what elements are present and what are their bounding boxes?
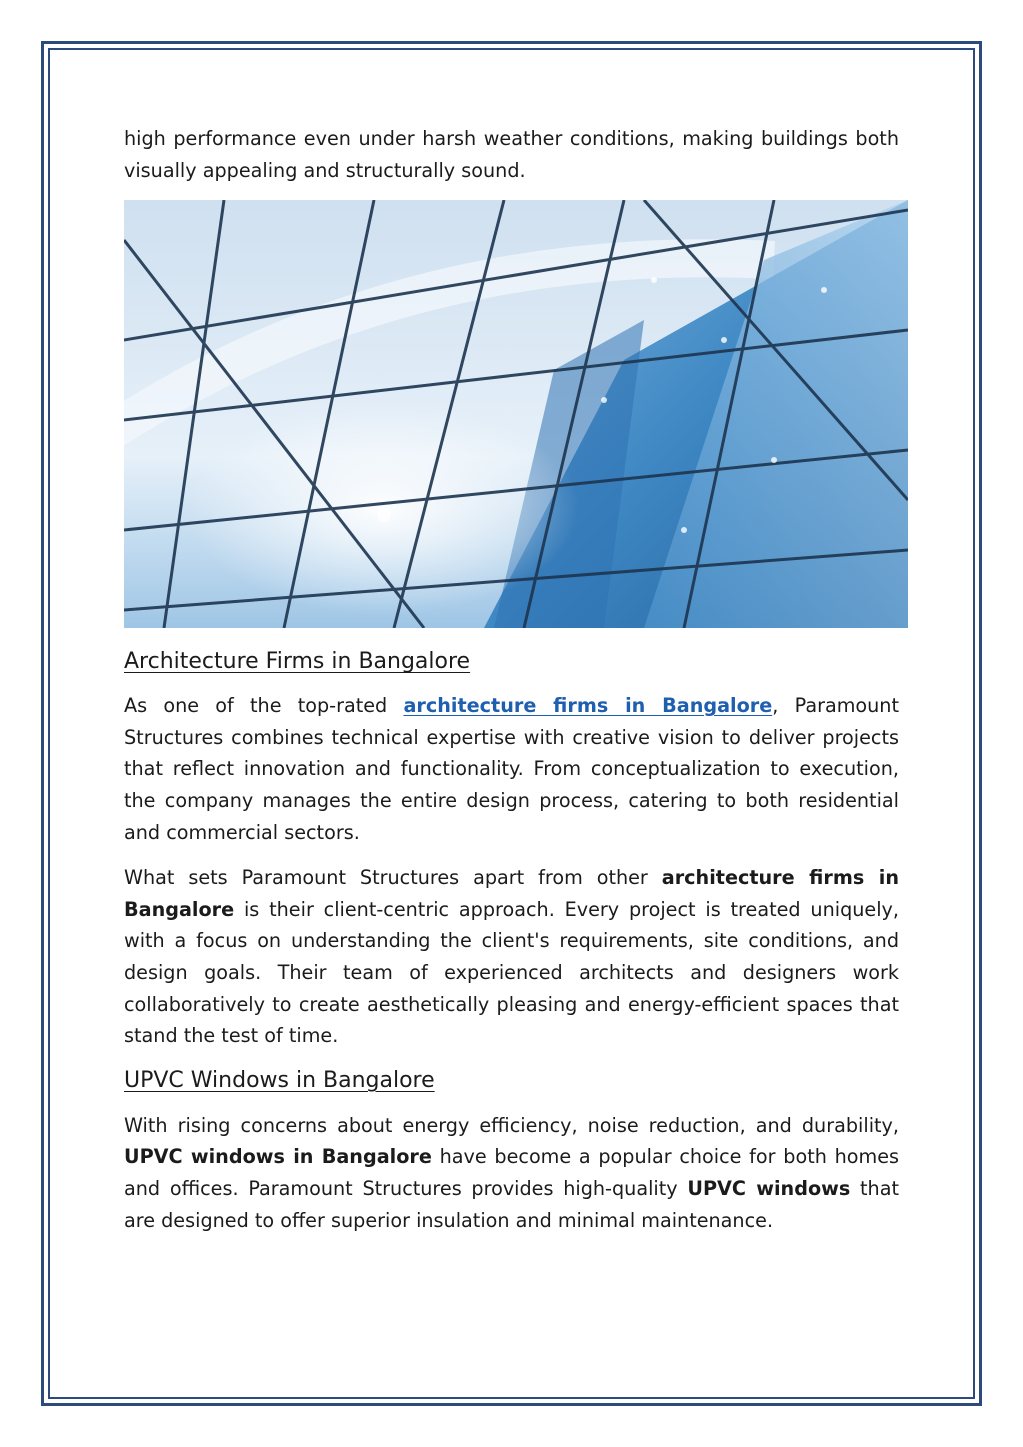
bold-keyword: UPVC windows in Bangalore [124, 1145, 432, 1169]
architecture-paragraph-1 [124, 690, 899, 848]
upvc-heading: UPVC Windows in Bangalore [124, 1067, 435, 1093]
bold-keyword: UPVC windows [687, 1176, 851, 1200]
text-span: As one of the top-rated [124, 694, 404, 718]
text-span: , Paramount Structures combines technical expertise with creative vision to deliver projects that reflect innovation and functionality. From conceptualization to execution, the company manages the entire design process, catering to both residential and commercial sectors. [124, 694, 899, 844]
architecture-heading: Architecture Firms in Bangalore [124, 649, 471, 675]
architecture-paragraph-2 [124, 862, 899, 1052]
text-span: With rising concerns about energy efficiency, noise reduction, and durability, [124, 1113, 899, 1137]
intro-paragraph: high performance even under harsh weather conditions, making buildings both visually appealing and structurally sound. [124, 127, 899, 182]
bold-keyword: architecture firms in Bangalore [124, 866, 899, 921]
text-span: What sets Paramount Structures apart from other [124, 866, 662, 890]
glass-building-image [124, 200, 908, 628]
text-span: that are designed to offer superior insulation and minimal maintenance. [124, 1176, 899, 1232]
text-span: have become a popular choice for both homes and offices. Paramount Structures provides high-quality [124, 1145, 899, 1200]
document-content [124, 123, 899, 1236]
architecture-firms-link[interactable]: architecture firms in Bangalore [403, 694, 773, 718]
text-span: is their client-centric approach. Every project is treated uniquely, with a focus on understanding the client's requirements, site conditions, and design goals. Their team of experienced architects and designers work collaboratively to create aesthetically pleasing and energy-efficient spaces that stand the test of time. [124, 897, 899, 1048]
upvc-paragraph [124, 1110, 899, 1236]
